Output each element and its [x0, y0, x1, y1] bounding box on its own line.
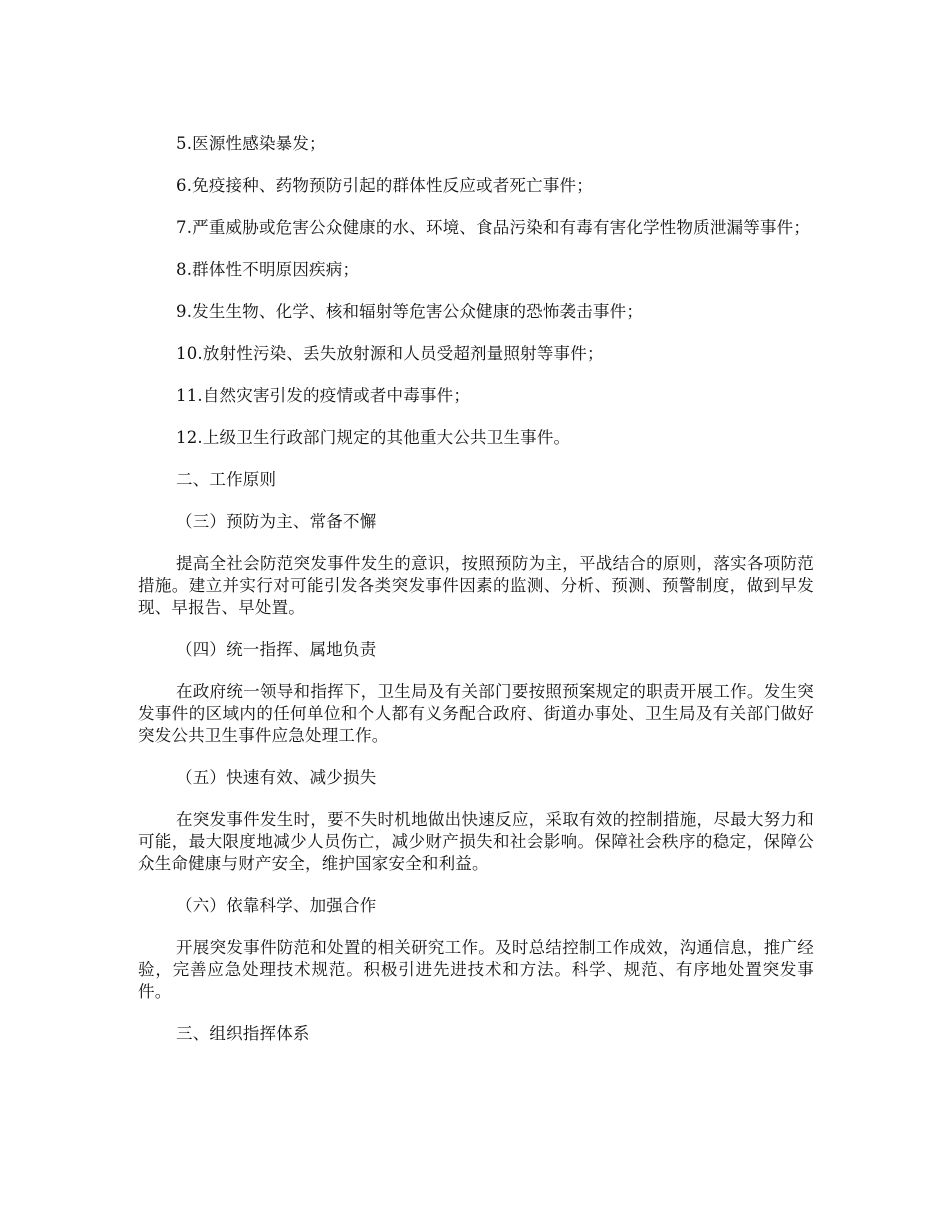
list-item-7: 7.严重威胁或危害公众健康的水、环境、食品污染和有毒有害化学性物质泄漏等事件； [176, 218, 811, 237]
document-body [138, 133, 814, 1065]
list-item-5: 5.医源性感染暴发； [176, 134, 326, 153]
list-item-11: 11.自然灾害引发的疫情或者中毒事件； [176, 386, 471, 405]
list-item-12: 12.上级卫生行政部门规定的其他重大公共卫生事件。 [176, 428, 571, 447]
paragraph-science-cooperation: 开展突发事件防范和处置的相关研究工作。及时总结控制工作成效，沟通信息，推广经验，完善应急处理技术规范。积极引进先进技术和方法。科学、规范、有序地处置突发事件。 [138, 938, 814, 1001]
paragraph-fast-effective: 在突发事件发生时，要不失时机地做出快速反应，采取有效的控制措施，尽最大努力和可能，最大限度地减少人员伤亡，减少财产损失和社会影响。保障社会秩序的稳定，保障公众生命健康与财产安全，维护国家安全和利益。 [138, 810, 814, 873]
subheading-fast-effective: （五）快速有效、减少损失 [176, 768, 377, 787]
subheading-unified-command: （四）统一指挥、属地负责 [176, 640, 377, 659]
subheading-science-cooperation: （六）依靠科学、加强合作 [176, 896, 377, 915]
paragraph-unified-command: 在政府统一领导和指挥下，卫生局及有关部门要按照预案规定的职责开展工作。发生突发事件的区域内的任何单位和个人都有义务配合政府、街道办事处、卫生局及有关部门做好突发公共卫生事件应急处理工作。 [138, 682, 814, 745]
list-item-10: 10.放射性污染、丢失放射源和人员受超剂量照射等事件； [176, 344, 604, 363]
list-item-9: 9.发生生物、化学、核和辐射等危害公众健康的恐怖袭击事件； [176, 302, 644, 321]
list-item-8: 8.群体性不明原因疾病； [176, 260, 360, 279]
list-item-6: 6.免疫接种、药物预防引起的群体性反应或者死亡事件； [176, 176, 593, 195]
section-heading-command-system: 三、组织指挥体系 [176, 1024, 310, 1043]
subheading-prevention: （三）预防为主、常备不懈 [176, 512, 377, 531]
section-heading-work-principles: 二、工作原则 [176, 470, 277, 489]
paragraph-prevention: 提高全社会防范突发事件发生的意识，按照预防为主，平战结合的原则，落实各项防范措施。建立并实行对可能引发各类突发事件因素的监测、分析、预测、预警制度，做到早发现、早报告、早处置。 [138, 554, 814, 617]
